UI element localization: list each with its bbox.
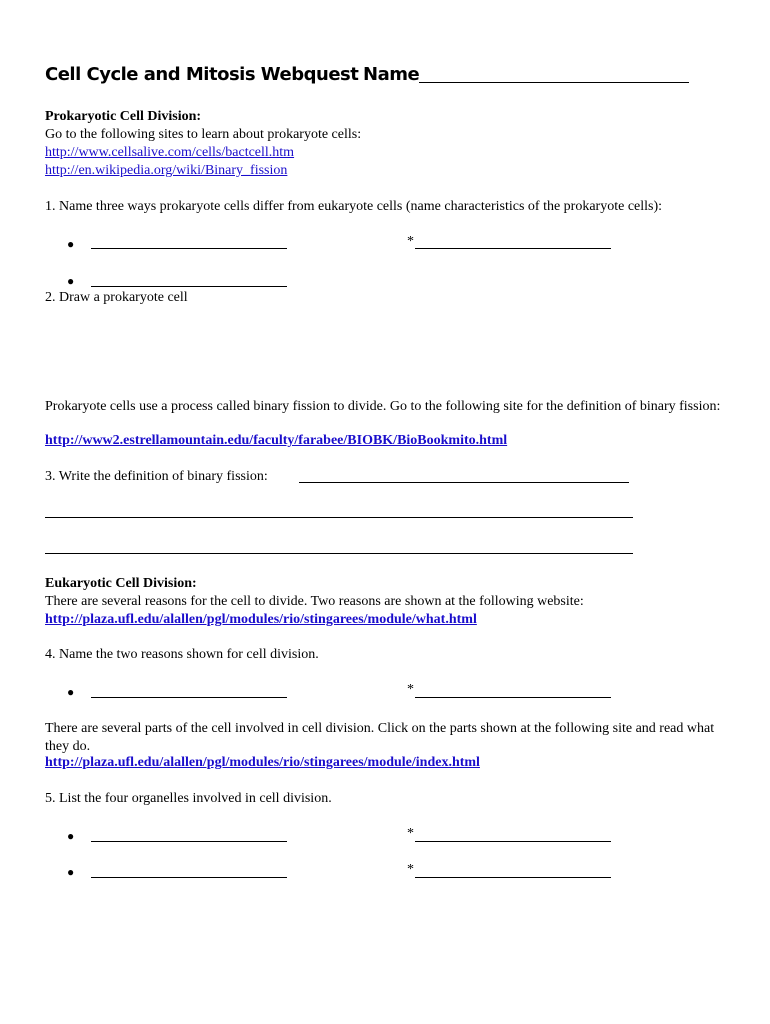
answer-blank[interactable] bbox=[299, 482, 629, 483]
answer-blank[interactable] bbox=[45, 517, 633, 518]
answer-blank[interactable] bbox=[415, 877, 611, 878]
answer-blank[interactable] bbox=[415, 841, 611, 842]
bullet-icon: ● bbox=[67, 685, 75, 699]
prokaryotic-intro: Go to the following sites to learn about prokaryote cells: bbox=[45, 127, 362, 142]
answer-blank[interactable] bbox=[415, 697, 611, 698]
answer-blank[interactable] bbox=[91, 841, 287, 842]
bullet-icon: ● bbox=[67, 274, 75, 288]
question-1: 1. Name three ways prokaryote cells differ from eukaryote cells (name characteristics of the prokaryote cells): bbox=[45, 199, 663, 214]
question-2: 2. Draw a prokaryote cell bbox=[45, 290, 188, 305]
link-index[interactable]: http://plaza.ufl.edu/alallen/pgl/modules/rio/stingarees/module/index.html bbox=[45, 755, 480, 770]
name-blank[interactable] bbox=[419, 82, 689, 83]
link-what[interactable]: http://plaza.ufl.edu/alallen/pgl/modules/rio/stingarees/module/what.html bbox=[45, 612, 477, 627]
binary-fission-intro: Prokaryote cells use a process called binary fission to divide. Go to the following site for the definition of binary fission: bbox=[45, 399, 721, 414]
star-icon: * bbox=[407, 234, 414, 249]
answer-blank[interactable] bbox=[91, 248, 287, 249]
answer-blank[interactable] bbox=[415, 248, 611, 249]
bullet-icon: ● bbox=[67, 829, 75, 843]
cell-parts-intro: There are several parts of the cell involved in cell division. Click on the parts shown at the following site and read what they do. bbox=[45, 721, 715, 754]
eukaryotic-intro: There are several reasons for the cell to divide. Two reasons are shown at the following website: bbox=[45, 594, 584, 609]
name-label: Name bbox=[363, 64, 420, 85]
question-5: 5. List the four organelles involved in cell division. bbox=[45, 791, 332, 806]
worksheet-title: Cell Cycle and Mitosis Webquest bbox=[45, 64, 359, 85]
question-3: 3. Write the definition of binary fission: bbox=[45, 469, 268, 484]
prokaryotic-heading: Prokaryotic Cell Division: bbox=[45, 109, 202, 124]
bullet-icon: ● bbox=[67, 237, 75, 251]
answer-blank[interactable] bbox=[91, 697, 287, 698]
link-cellsalive[interactable]: http://www.cellsalive.com/cells/bactcell.htm bbox=[45, 145, 295, 160]
link-estrellamountain[interactable]: http://www2.estrellamountain.edu/faculty/farabee/BIOBK/BioBookmito.html bbox=[45, 433, 508, 448]
link-wikipedia[interactable]: http://en.wikipedia.org/wiki/Binary_fission bbox=[45, 163, 288, 178]
eukaryotic-heading: Eukaryotic Cell Division: bbox=[45, 576, 197, 591]
answer-blank[interactable] bbox=[91, 286, 287, 287]
star-icon: * bbox=[407, 862, 414, 877]
question-4: 4. Name the two reasons shown for cell division. bbox=[45, 647, 319, 662]
bullet-icon: ● bbox=[67, 865, 75, 879]
answer-blank[interactable] bbox=[91, 877, 287, 878]
answer-blank[interactable] bbox=[45, 553, 633, 554]
star-icon: * bbox=[407, 826, 414, 841]
star-icon: * bbox=[407, 682, 414, 697]
